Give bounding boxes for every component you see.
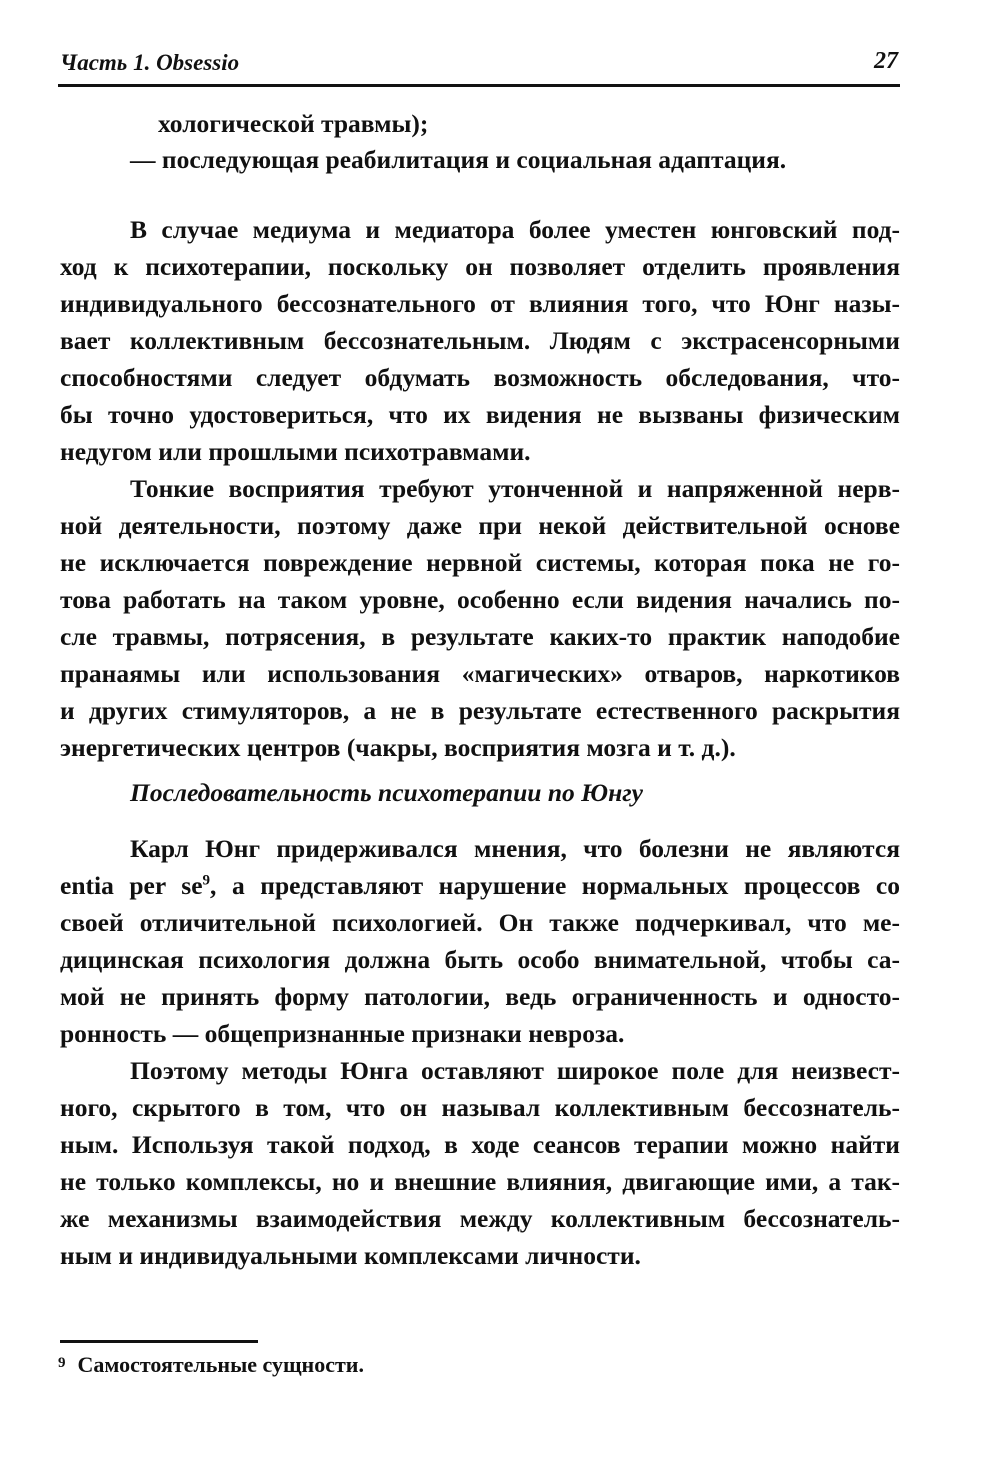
- paragraph-line: ход к психотерапии, поскольку он позволяет отделить проявления: [60, 252, 900, 281]
- footnote-reference: 9: [202, 872, 211, 889]
- page-header: [58, 44, 900, 87]
- paragraph-line: [60, 869, 900, 903]
- paragraph-line: ной деятельности, поэтому даже при некой действительной основе: [60, 511, 900, 540]
- paragraph-line: индивидуального бессознательного от влияния того, что Юнг назы-: [60, 289, 900, 318]
- paragraph-line: не только комплексы, но и внешние влияния, двигающие ими, а так-: [60, 1167, 900, 1196]
- latin-phrase: entia per se: [60, 871, 203, 900]
- paragraph-line: своей отличительной психологией. Он также подчеркивал, что ме-: [60, 908, 900, 937]
- list-item: — последующая реабилитация и социальная адаптация.: [130, 145, 787, 174]
- paragraph-line: В случае медиума и медиатора более уместен юнговский под-: [130, 215, 900, 244]
- paragraph-line: не исключается повреждение нервной системы, которая пока не го-: [60, 548, 900, 577]
- paragraph-line: энергетических центров (чакры, восприятия мозга и т. д.).: [60, 733, 736, 762]
- paragraph-line: Поэтому методы Юнга оставляют широкое поле для неизвест-: [130, 1056, 900, 1085]
- section-heading: Последовательность психотерапии по Юнгу: [130, 778, 643, 807]
- page-number: 27: [874, 48, 898, 74]
- paragraph-line: и других стимуляторов, а не в результате естественного раскрытия: [60, 696, 900, 725]
- paragraph-line: ным. Используя такой подход, в ходе сеансов терапии можно найти: [60, 1130, 900, 1159]
- paragraph-line: же механизмы взаимодействия между коллективным бессознатель-: [60, 1204, 900, 1233]
- paragraph-line: бы точно удостовериться, что их видения не вызваны физическим: [60, 400, 900, 429]
- paragraph-line: дицинская психология должна быть особо внимательной, чтобы са-: [60, 945, 900, 974]
- paragraph-line: мой не принять форму патологии, ведь ограниченность и односто-: [60, 982, 900, 1011]
- footnote-divider: [60, 1340, 258, 1343]
- footnote: [58, 1350, 364, 1380]
- paragraph-line: Тонкие восприятия требуют утонченной и напряженной нерв-: [130, 474, 900, 503]
- footnote-text: Самостоятельные сущности.: [77, 1352, 364, 1377]
- running-head: Часть 1. Obsessio: [60, 50, 240, 75]
- paragraph-line: пранаямы или использования «магических» отваров, наркотиков: [60, 659, 900, 688]
- paragraph-line: ным и индивидуальными комплексами личности.: [60, 1241, 641, 1270]
- paragraph-line: недугом или прошлыми психотравмами.: [60, 437, 531, 466]
- paragraph-line: Карл Юнг придерживался мнения, что болезни не являются: [130, 834, 900, 863]
- paragraph-line: сле травмы, потрясения, в результате каких-то практик наподобие: [60, 622, 900, 651]
- paragraph-line: способностями следует обдумать возможность обследования, что-: [60, 363, 900, 392]
- list-item-tail: хологической травмы);: [158, 109, 429, 138]
- paragraph-line: това работать на таком уровне, особенно если видения начались по-: [60, 585, 900, 614]
- paragraph-line: вает коллективным бессознательным. Людям с экстрасенсорными: [60, 326, 900, 355]
- paragraph-line: ронность — общепризнанные признаки невроза.: [60, 1019, 625, 1048]
- paragraph-line: ного, скрытого в том, что он называл коллективным бессознатель-: [60, 1093, 900, 1122]
- paragraph-line-rest: , а представляют нарушение нормальных процессов со: [210, 871, 900, 900]
- footnote-number: 9: [58, 1355, 66, 1371]
